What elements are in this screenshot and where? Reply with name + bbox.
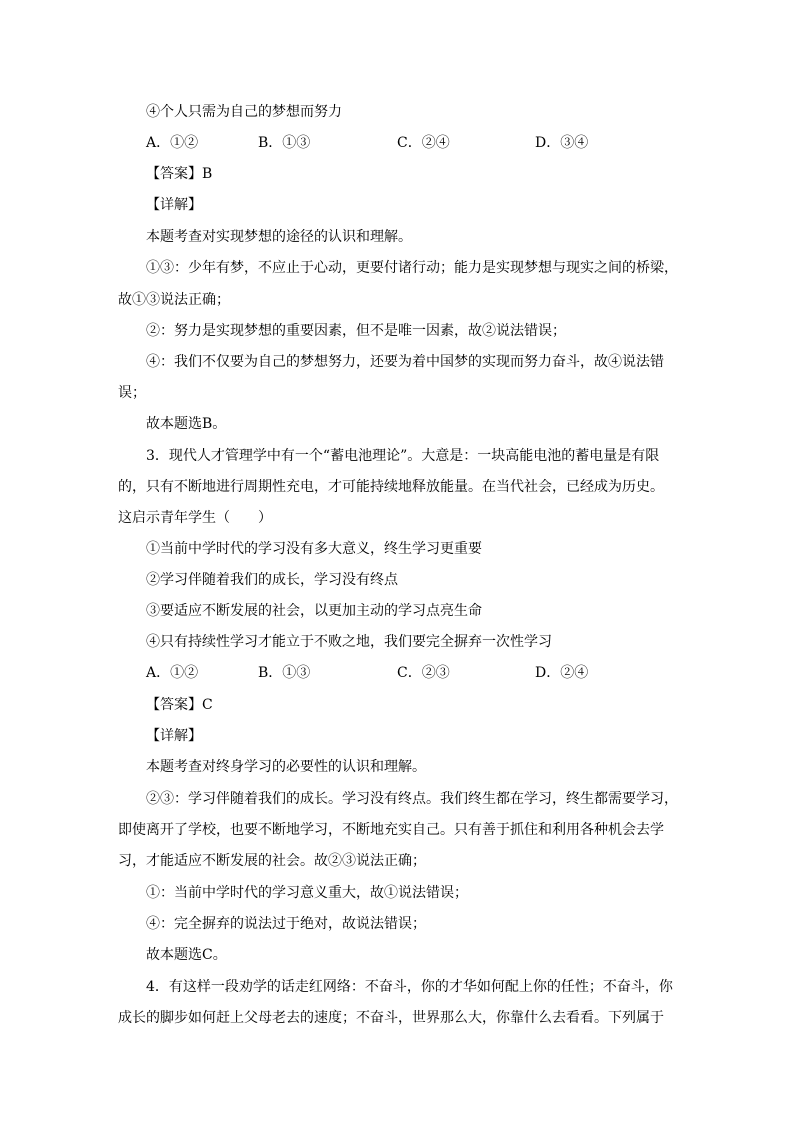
q3-answer: 【答案】C bbox=[146, 697, 213, 713]
q3-conclusion: 故本题选C。 bbox=[146, 947, 227, 963]
q3-option-c: C．②③ bbox=[397, 665, 450, 681]
q2-option-c: C．②④ bbox=[397, 135, 450, 151]
q2-item-4: ④个人只需为自己的梦想而努力 bbox=[146, 104, 342, 120]
q3-item-1: ①当前中学时代的学习没有多大意义，终生学习更重要 bbox=[146, 541, 482, 557]
q3-option-b: B．①③ bbox=[258, 665, 311, 681]
q2-options bbox=[146, 133, 678, 153]
q3-option-d: D．②④ bbox=[535, 665, 589, 681]
q2-option-a: A．①② bbox=[146, 135, 199, 151]
q4-stem-line: 成长的脚步如何赶上父母老去的速度；不奋斗，世界那么大，你靠什么去看看。下列属于 bbox=[118, 1010, 664, 1026]
q2-option-b: B．①③ bbox=[258, 135, 311, 151]
q2-explain-line: 故①③说法正确； bbox=[118, 292, 230, 308]
q3-option-a: A．①② bbox=[146, 665, 199, 681]
q2-explain-line: 本题考查对实现梦想的途径的认识和理解。 bbox=[146, 229, 412, 245]
q3-explain-line: ①：当前中学时代的学习意义重大，故①说法错误； bbox=[146, 885, 468, 901]
q3-item-2: ②学习伴随着我们的成长，学习没有终点 bbox=[146, 572, 398, 588]
q3-stem-line: 的，只有不断地进行周期性充电，才可能持续地释放能量。在当代社会，已经成为历史。 bbox=[118, 479, 664, 495]
q3-stem-line: 3．现代人才管理学中有一个“蓄电池理论”。大意是：一块高能电池的蓄电量是有限 bbox=[146, 448, 660, 464]
q3-explain-line: ④：完全摒弃的说法过于绝对，故说法错误； bbox=[146, 916, 426, 932]
q2-explain-line: 误； bbox=[118, 385, 146, 401]
q3-item-4: ④只有持续性学习才能立于不败之地，我们要完全摒弃一次性学习 bbox=[146, 634, 552, 650]
q3-item-3: ③要适应不断发展的社会，以更加主动的学习点亮生命 bbox=[146, 603, 482, 619]
q2-explain-line: ④：我们不仅要为自己的梦想努力，还要为着中国梦的实现而努力奋斗，故④说法错 bbox=[146, 354, 664, 370]
q3-detail-tag: 【详解】 bbox=[146, 728, 202, 744]
q2-detail-tag: 【详解】 bbox=[146, 197, 202, 213]
q3-options bbox=[146, 663, 678, 683]
q3-explain-line: ②③：学习伴随着我们的成长。学习没有终点。我们终生都在学习，终生都需要学习， bbox=[146, 791, 678, 807]
q3-explain-line: 即使离开了学校，也要不断地学习，不断地充实自己。只有善于抓住和利用各种机会去学 bbox=[118, 822, 664, 838]
q2-answer: 【答案】B bbox=[146, 166, 213, 182]
q2-explain-line: ②：努力是实现梦想的重要因素，但不是唯一因素，故②说法错误； bbox=[146, 323, 566, 339]
q2-explain-line: ①③：少年有梦，不应止于心动，更要付诸行动；能力是实现梦想与现实之间的桥梁， bbox=[146, 260, 678, 276]
q3-explain-line: 习，才能适应不断发展的社会。故②③说法正确； bbox=[118, 853, 426, 869]
q2-option-d: D．③④ bbox=[535, 135, 589, 151]
q4-stem-line: 4．有这样一段劝学的话走红网络：不奋斗，你的才华如何配上你的任性；不奋斗，你 bbox=[146, 979, 673, 995]
q3-stem-line: 这启示青年学生（ ） bbox=[118, 510, 272, 526]
q2-conclusion: 故本题选B。 bbox=[146, 416, 227, 432]
q3-explain-line: 本题考查对终身学习的必要性的认识和理解。 bbox=[146, 759, 426, 775]
